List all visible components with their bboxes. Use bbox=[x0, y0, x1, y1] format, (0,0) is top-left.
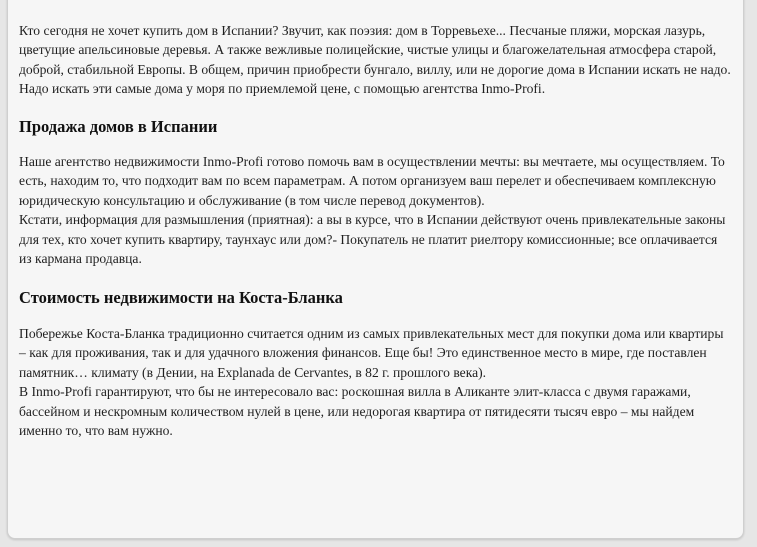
section-heading-cost: Стоимость недвижимости на Коста-Бланка bbox=[19, 288, 343, 308]
cost-paragraph-2: В Inmo-Profi гарантируют, что бы не интересовало вас: роскошная вилла в Аликанте элит-класса с двумя гаражами, бассейном и нескромным количеством нулей в цене, или недорогая квартира от пятидесяти тысяч евро – мы найдем именно то, что вам нужно. bbox=[19, 384, 695, 438]
article-content bbox=[19, 21, 731, 440]
sale-paragraph-1: Наше агентство недвижимости Inmo-Profi готово помочь вам в осуществлении мечты: вы мечтаете, мы осуществляем. То есть, находим то, что подходит вам по всем параметрам. А потом организуем ваш перелет и обеспечиваем комплексную юридическую консультацию и обслуживание (в том числе перевод документов). bbox=[19, 154, 725, 208]
sale-paragraph-2: Кстати, информация для размышления (приятная): а вы в курсе, что в Испании действуют очень привлекательные законы для тех, кто хочет купить квартиру, таунхаус или дом?- Покупатель не платит риелтору комиссионные; все оплачивается из кармана продавца. bbox=[19, 212, 726, 267]
intro-paragraph: Кто сегодня не хочет купить дом в Испании? Звучит, как поэзия: дом в Торревьехе... Песчаные пляжи, морская лазурь, цветущие апельсиновые деревья. А также вежливые полицейские, чистые улицы и благожелательная атмосфера старой, доброй, стабильной Европы. В общем, причин приобрести бунгало, виллу, или не дорогие дома в Испании искать не надо. Надо искать эти самые дома у моря по приемлемой цене, с помощью агентства Inmo-Profi. bbox=[19, 23, 731, 97]
article-card bbox=[7, 0, 744, 539]
section-heading-sale: Продажа домов в Испании bbox=[19, 116, 218, 136]
cost-paragraph-1: Побережье Коста-Бланка традиционно считается одним из самых привлекательных мест для покупки дома или квартиры – как для проживания, так и для удачного вложения финансов. Еще бы! Это единственное место в мире, где поставлен памятник… климату (в Дении, на Explanada de Cervantes, в 82 г. прошлого века). bbox=[19, 325, 724, 380]
